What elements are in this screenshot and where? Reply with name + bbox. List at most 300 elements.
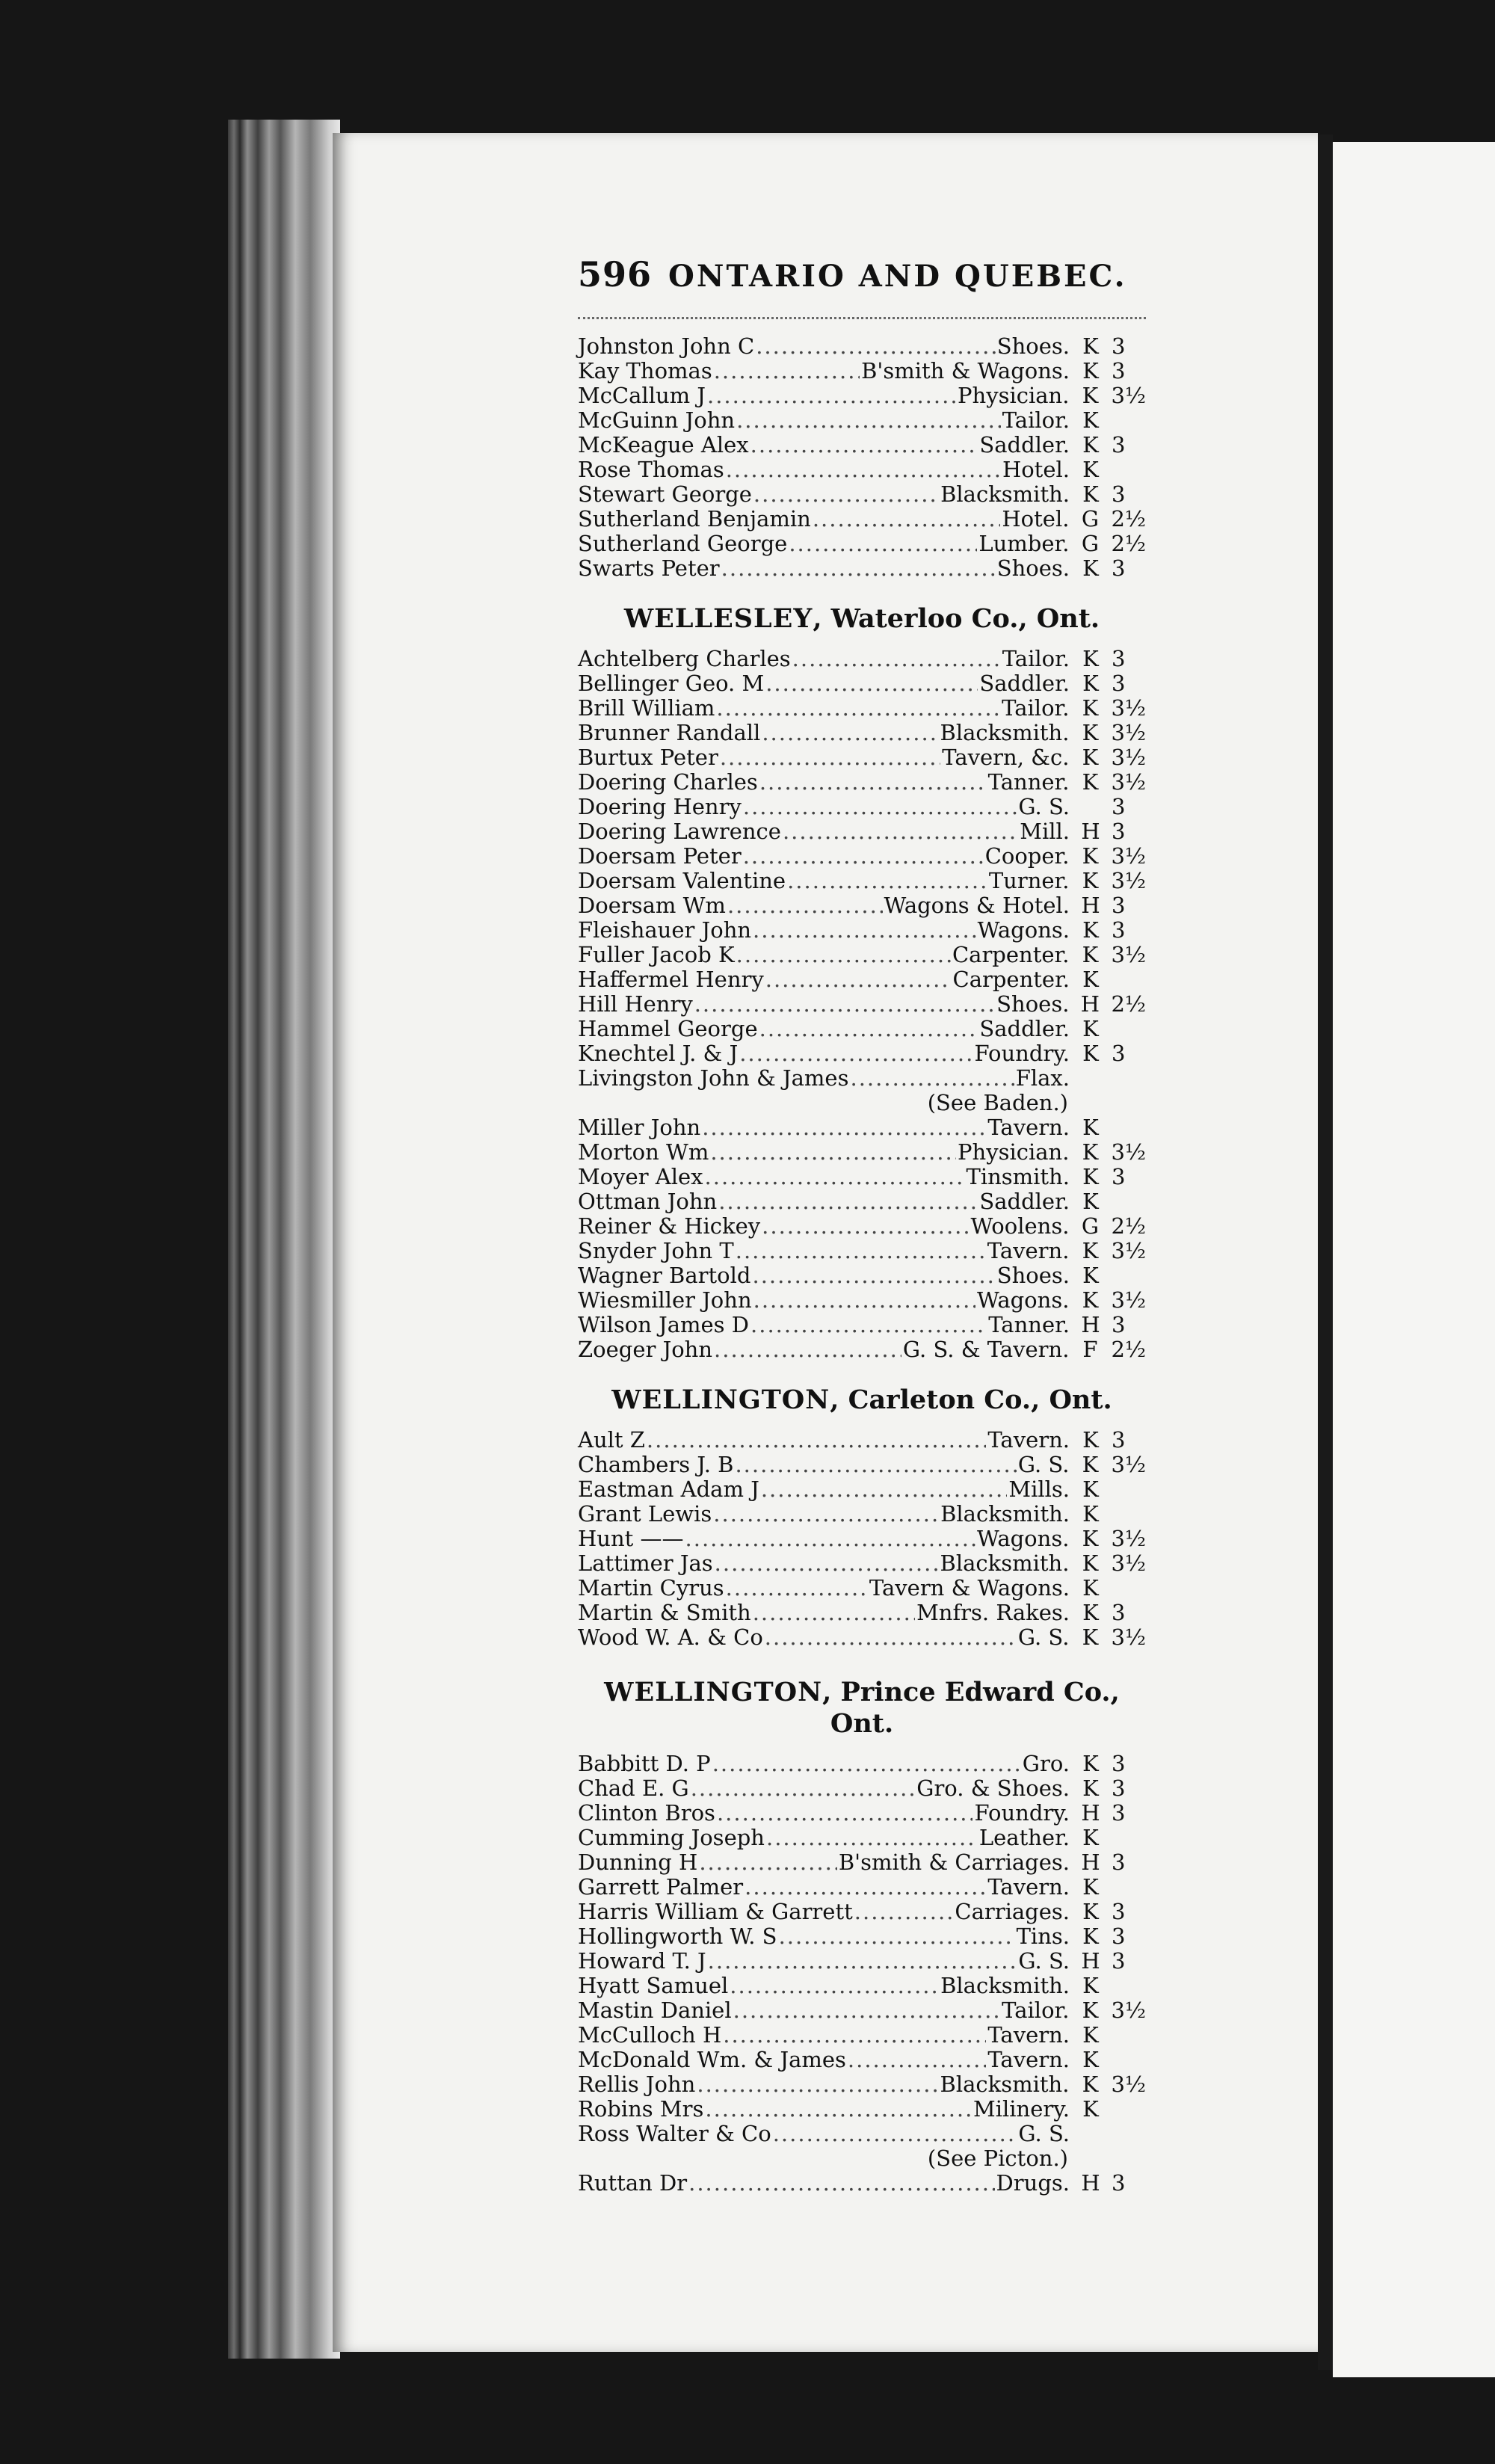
directory-entry: [578, 1263, 1146, 1288]
entry-credit: K: [1082, 1263, 1099, 1288]
entry-credit: K: [1082, 1115, 1099, 1140]
entry-name: Miller John: [578, 1115, 701, 1140]
leader-dots: [787, 869, 987, 893]
entry-name: Grant Lewis: [578, 1501, 712, 1527]
directory-entry: [578, 770, 1146, 795]
entry-business: Gro.: [1022, 1751, 1070, 1776]
entry-business: Blacksmith.: [940, 2072, 1070, 2097]
leader-dots: [697, 2072, 938, 2097]
entry-business: Tins.: [1016, 1924, 1070, 1949]
page-number: 596: [578, 254, 653, 295]
entry-name: Bellinger Geo. M: [578, 671, 765, 696]
directory-entry: [578, 1801, 1146, 1826]
directory-entry: [578, 507, 1146, 532]
leader-dots: [765, 1625, 1017, 1650]
entry-business: Foundry.: [974, 1800, 1070, 1826]
entry-name: Wagner Bartold: [578, 1263, 751, 1288]
entry-business: Carriages.: [955, 1899, 1070, 1924]
entry-credit: K: [1082, 2072, 1099, 2097]
entry-rating: 3½: [1111, 769, 1146, 795]
leader-dots: [759, 1017, 978, 1041]
entry-credit: K: [1082, 1287, 1099, 1313]
entry-business: Carpenter.: [952, 942, 1070, 967]
entry-rating: 3: [1112, 671, 1126, 696]
entry-name: Hollingworth W. S: [578, 1924, 777, 1949]
entry-credit: K: [1082, 555, 1099, 581]
entry-credit: K: [1082, 695, 1099, 721]
leader-dots: [708, 1949, 1017, 1974]
leader-dots: [714, 1337, 901, 1362]
leader-dots: [850, 1066, 1014, 1091]
leader-dots: [735, 1453, 1016, 1477]
leader-dots: [721, 556, 996, 581]
directory-entry: [578, 1214, 1146, 1239]
entry-name: Swarts Peter: [578, 555, 720, 581]
entry-business: Foundry.: [974, 1041, 1070, 1066]
entry-credit: K: [1082, 1899, 1099, 1924]
directory-entry: [578, 482, 1146, 507]
entry-business: Tavern.: [987, 1427, 1070, 1453]
entry-credit: K: [1082, 1624, 1099, 1650]
leader-dots: [710, 1140, 956, 1165]
leader-dots: [766, 1826, 978, 1850]
leader-dots: [714, 359, 860, 384]
entry-business: Wagons.: [977, 1526, 1070, 1551]
directory-entry: [578, 1924, 1146, 1949]
entry-rating: 3½: [1111, 383, 1146, 408]
leader-dots: [745, 1875, 986, 1900]
section-county: , Waterloo Co., Ont.: [813, 603, 1100, 634]
entry-credit: K: [1082, 383, 1099, 408]
entry-rating: 2½: [1111, 531, 1146, 556]
entry-credit: K: [1082, 432, 1099, 458]
leader-dots: [743, 844, 984, 869]
entry-rating: 3: [1112, 1924, 1126, 1949]
entry-rating: 3: [1112, 432, 1126, 458]
entry-business: G. S.: [1018, 2121, 1070, 2146]
entry-rating: 3: [1112, 1775, 1126, 1801]
entry-name: Ross Walter & Co: [578, 2121, 771, 2146]
directory-entry: [578, 1527, 1146, 1551]
directory-entry: [578, 433, 1146, 458]
entry-rating: 3: [1112, 358, 1126, 384]
directory-entry: [578, 918, 1146, 943]
entry-name: Howard T. J: [578, 1948, 706, 1974]
leader-dots: [717, 1801, 973, 1826]
section-place-name: WELLINGTON: [611, 1385, 830, 1415]
leader-dots: [716, 696, 1000, 721]
entry-business: Wagons & Hotel.: [884, 893, 1070, 918]
entry-name: McDonald Wm. & James: [578, 2047, 846, 2072]
entry-credit: K: [1082, 1550, 1099, 1576]
leader-dots: [705, 1165, 965, 1189]
directory-entry: [578, 1551, 1146, 1576]
entry-business: G. S.: [1018, 794, 1070, 819]
leader-dots: [730, 1974, 939, 1998]
entry-rating: 3: [1112, 481, 1126, 507]
entry-business: Shoes.: [996, 555, 1070, 581]
entry-credit: K: [1082, 1751, 1099, 1776]
entry-name: Zoeger John: [578, 1337, 713, 1362]
entry-business: Tailor.: [1002, 407, 1070, 433]
entry-credit: K: [1082, 671, 1099, 696]
entry-credit: K: [1082, 1501, 1099, 1527]
entry-business: Mills.: [1008, 1476, 1070, 1502]
entry-business: B'smith & Carriages.: [838, 1849, 1070, 1875]
entry-credit: H: [1081, 1312, 1100, 1337]
entry-name: Lattimer Jas: [578, 1550, 713, 1576]
entry-rating: 2½: [1111, 1337, 1146, 1362]
entry-name: Doering Lawrence: [578, 819, 781, 844]
section-province: Ont.: [830, 1708, 894, 1739]
entry-business: G. S.: [1018, 1948, 1070, 1974]
directory-entry: [578, 2097, 1146, 2122]
leader-dots: [727, 893, 883, 918]
entry-name: Doersam Wm: [578, 893, 726, 918]
entry-credit: K: [1082, 917, 1099, 943]
directory-entry: [578, 795, 1146, 819]
entry-credit: H: [1081, 893, 1100, 918]
entry-rating: 3½: [1111, 1238, 1146, 1263]
leader-dots: [713, 1502, 939, 1527]
entry-name: Kay Thomas: [578, 358, 712, 384]
entry-credit: K: [1082, 1998, 1099, 2023]
directory-entry: [578, 1502, 1146, 1527]
entry-business: Shoes.: [996, 333, 1070, 359]
entry-business: Saddler.: [979, 1016, 1070, 1041]
entry-business: Physician.: [958, 383, 1070, 408]
entry-rating: 3: [1112, 1751, 1126, 1776]
entry-business: G. S.: [1017, 1624, 1070, 1650]
entry-credit: K: [1082, 1775, 1099, 1801]
entry-credit: K: [1082, 1427, 1099, 1453]
directory-entry: [578, 556, 1146, 581]
entry-credit: K: [1082, 1139, 1099, 1165]
entry-credit: G: [1081, 531, 1100, 556]
page-title: ONTARIO AND QUEBEC.: [668, 259, 1127, 294]
leader-dots: [712, 1752, 1021, 1776]
entry-name: Fuller Jacob K: [578, 942, 735, 967]
entry-name: Doering Henry: [578, 794, 742, 819]
leader-dots: [779, 1924, 1015, 1949]
entry-rating: 3½: [1111, 695, 1146, 721]
entry-credit: H: [1081, 1800, 1100, 1826]
entry-name: Moyer Alex: [578, 1164, 703, 1189]
entry-rating: 3: [1112, 1041, 1126, 1066]
entry-rating: 3½: [1111, 843, 1146, 869]
entry-rating: 3: [1112, 333, 1126, 359]
leader-dots: [736, 408, 1001, 433]
entry-credit: K: [1082, 1600, 1099, 1625]
entry-business: Tinsmith.: [966, 1164, 1070, 1189]
section-county: , Prince Edward Co.,: [822, 1677, 1120, 1707]
entry-rating: 3: [1112, 1600, 1126, 1625]
entry-business: Mill.: [1020, 819, 1070, 844]
entry-credit: K: [1082, 457, 1099, 482]
entry-name: Hill Henry: [578, 991, 693, 1017]
entry-name: Morton Wm: [578, 1139, 709, 1165]
entry-credit: K: [1082, 1238, 1099, 1263]
leader-dots: [718, 1189, 978, 1214]
leader-dots: [733, 1998, 1001, 2023]
entry-rating: 3½: [1111, 942, 1146, 967]
directory-entry: [578, 893, 1146, 918]
directory-entry: [578, 1752, 1146, 1776]
leader-dots: [736, 943, 951, 967]
leader-dots: [736, 1239, 986, 1263]
leader-dots: [848, 2048, 986, 2072]
entry-business: Tavern & Wagons.: [869, 1575, 1070, 1601]
directory-entry: [578, 2072, 1146, 2097]
leader-dots: [752, 1263, 995, 1288]
entry-name: Achtelberg Charles: [578, 646, 791, 671]
entry-business: Leather.: [978, 1825, 1070, 1850]
entry-rating: 3: [1112, 819, 1126, 844]
entry-name: Brunner Randall: [578, 720, 761, 745]
directory-entry: [578, 1776, 1146, 1801]
entry-name: McCallum J: [578, 383, 706, 408]
entry-credit: H: [1081, 1948, 1100, 1974]
directory-entry: [578, 869, 1146, 893]
directory-entry: [578, 1875, 1146, 1900]
directory-entry: [578, 1974, 1146, 1998]
entry-rating: 2½: [1111, 1213, 1146, 1239]
entry-business: Saddler.: [979, 671, 1070, 696]
directory-entry: [578, 1189, 1146, 1214]
entry-name: Ault Z: [578, 1427, 645, 1453]
entry-credit: K: [1082, 1874, 1099, 1900]
entry-credit: K: [1082, 1973, 1099, 1998]
leader-dots: [685, 1527, 976, 1551]
entry-credit: K: [1082, 1164, 1099, 1189]
directory-entry: [578, 1041, 1146, 1066]
entry-name: Wilson James D: [578, 1312, 750, 1337]
directory-entry: [578, 334, 1146, 359]
leader-dots: [756, 334, 996, 359]
entry-rating: 3: [1112, 2170, 1126, 2196]
directory-entry: [578, 1288, 1146, 1313]
directory-entry: [578, 1017, 1146, 1041]
directory-entry: [578, 992, 1146, 1017]
entry-name: Brill William: [578, 695, 715, 721]
entry-rating: 3½: [1111, 1287, 1146, 1313]
entry-business: Tavern.: [987, 2022, 1070, 2048]
entry-credit: H: [1081, 819, 1100, 844]
entry-credit: K: [1082, 843, 1099, 869]
section-county: , Carleton Co., Ont.: [830, 1385, 1112, 1415]
directory-entry: [578, 1601, 1146, 1625]
section-title: [578, 1677, 1146, 1740]
directory-entry: [578, 1313, 1146, 1337]
directory-entry: [578, 1900, 1146, 1924]
entry-credit: F: [1082, 1337, 1098, 1362]
entry-credit: K: [1082, 1825, 1099, 1850]
entry-credit: G: [1081, 1213, 1100, 1239]
entry-credit: K: [1082, 407, 1099, 433]
leader-dots: [762, 1214, 969, 1239]
entry-credit: K: [1082, 868, 1099, 893]
directory-entry: [578, 1115, 1146, 1140]
entry-rating: 3½: [1111, 1624, 1146, 1650]
entry-credit: K: [1082, 967, 1099, 992]
entry-credit: H: [1081, 1849, 1100, 1875]
directory-entry: [578, 967, 1146, 992]
entry-name: Stewart George: [578, 481, 752, 507]
entry-credit: K: [1082, 1924, 1099, 1949]
entry-name: Reiner & Hickey: [578, 1213, 761, 1239]
entry-name: Chad E. G: [578, 1775, 689, 1801]
entry-business: G. S.: [1017, 1452, 1070, 1477]
entry-rating: 3: [1112, 1849, 1126, 1875]
entry-name: Snyder John T: [578, 1238, 734, 1263]
entry-business: Shoes.: [996, 1263, 1070, 1288]
entry-rating: 3: [1112, 1164, 1126, 1189]
entry-business: Saddler.: [979, 1189, 1070, 1214]
entry-credit: H: [1081, 2170, 1100, 2196]
directory-entry: [578, 1850, 1146, 1875]
entry-name: Doering Charles: [578, 769, 758, 795]
leader-dots: [854, 1900, 954, 1924]
directory-entry: [578, 844, 1146, 869]
leader-dots: [707, 384, 956, 408]
leader-dots: [759, 770, 987, 795]
leader-dots: [753, 482, 939, 507]
entry-rating: 2½: [1111, 506, 1146, 532]
entry-name: Johnston John C: [578, 333, 755, 359]
entry-business: Blacksmith.: [940, 481, 1070, 507]
directory-entry: [578, 1066, 1146, 1091]
directory-listing: [578, 254, 1146, 2196]
entry-credit: K: [1082, 2022, 1099, 2048]
entry-business: Tavern.: [987, 1115, 1070, 1140]
entry-name: McCulloch H: [578, 2022, 722, 2048]
directory-entry: [578, 1625, 1146, 1650]
entry-business: Cooper.: [984, 843, 1070, 869]
entry-credit: K: [1082, 1575, 1099, 1601]
entry-credit: K: [1082, 745, 1099, 770]
entry-rating: 3: [1112, 1312, 1126, 1337]
leader-dots: [765, 967, 952, 992]
directory-entry: [578, 532, 1146, 556]
entry-business: Hotel.: [1002, 506, 1070, 532]
entry-name: Martin Cyrus: [578, 1575, 724, 1601]
entry-business: Blacksmith.: [940, 1550, 1070, 1576]
directory-entry: [578, 1428, 1146, 1453]
leader-dots: [723, 2023, 986, 2048]
entry-rating: 2½: [1111, 991, 1146, 1017]
directory-entry: [578, 1165, 1146, 1189]
entry-credit: K: [1082, 646, 1099, 671]
entry-rating: 3½: [1111, 2072, 1146, 2097]
entry-name: Hyatt Samuel: [578, 1973, 729, 1998]
entry-rating: 3½: [1111, 1139, 1146, 1165]
leader-dots: [715, 1551, 939, 1576]
leader-dots: [753, 1288, 975, 1313]
entry-business: G. S. & Tavern.: [902, 1337, 1070, 1362]
leader-dots: [647, 1428, 986, 1453]
leader-dots: [702, 1115, 986, 1140]
section-place-name: WELLESLEY: [623, 603, 813, 634]
entry-credit: K: [1082, 481, 1099, 507]
entry-name: Clinton Bros: [578, 1800, 715, 1826]
directory-entry: [578, 408, 1146, 433]
entry-name: Knechtel J. & J: [578, 1041, 739, 1066]
entry-name: Ruttan Dr: [578, 2170, 688, 2196]
section-place-name: WELLINGTON: [604, 1677, 823, 1707]
directory-entry: [578, 1949, 1146, 1974]
section-title: [578, 603, 1146, 635]
sections-container: [578, 334, 1146, 2196]
directory-entry: [578, 2171, 1146, 2196]
section-title: [578, 1385, 1146, 1416]
entry-business: Mnfrs. Rakes.: [916, 1600, 1070, 1625]
entry-name: Hunt ——: [578, 1526, 684, 1551]
directory-entry: [578, 1826, 1146, 1850]
entry-rating: 3: [1112, 646, 1126, 671]
entry-business: Turner.: [988, 868, 1070, 893]
running-header: [578, 254, 1146, 299]
leader-dots: [743, 795, 1017, 819]
book-page-edges: [228, 120, 340, 2359]
entry-name: Doersam Peter: [578, 843, 742, 869]
entry-name: Fleishauer John: [578, 917, 752, 943]
facing-page: [1333, 142, 1495, 2377]
entry-business: Milinery.: [973, 2096, 1070, 2122]
entry-name: McKeague Alex: [578, 432, 749, 458]
entry-business: Carpenter.: [952, 967, 1070, 992]
entry-rating: 3½: [1111, 1998, 1146, 2023]
entry-name: Hammel George: [578, 1016, 758, 1041]
directory-entry: [578, 359, 1146, 384]
directory-entry: [578, 943, 1146, 967]
directory-entry: [578, 1576, 1146, 1601]
entry-name: Robins Mrs: [578, 2096, 704, 2122]
entry-business: Lumber.: [978, 531, 1070, 556]
directory-entry: [578, 1998, 1146, 2023]
entry-credit: K: [1082, 942, 1099, 967]
entry-name: Haffermel Henry: [578, 967, 764, 992]
entry-name: Sutherland Benjamin: [578, 506, 811, 532]
entry-credit: K: [1082, 1041, 1099, 1066]
directory-entry: [578, 647, 1146, 671]
directory-entry: [578, 1477, 1146, 1502]
entry-business: Tavern, &c.: [942, 745, 1070, 770]
entry-name: Babbitt D. P: [578, 1751, 711, 1776]
leader-dots: [750, 433, 978, 458]
entry-credit: K: [1082, 769, 1099, 795]
entry-note: (See Picton.): [927, 2146, 1068, 2171]
entry-credit: H: [1080, 991, 1100, 1017]
leader-dots: [750, 1313, 987, 1337]
directory-entry: [578, 458, 1146, 482]
leader-dots: [761, 1477, 1008, 1502]
directory-entry: [578, 1337, 1146, 1362]
entry-credit: K: [1082, 1476, 1099, 1502]
entry-credit: K: [1082, 2047, 1099, 2072]
entry-credit: K: [1082, 1452, 1099, 1477]
directory-entry: [578, 2023, 1146, 2048]
entry-credit: K: [1082, 333, 1099, 359]
entry-rating: 3: [1112, 794, 1126, 819]
entry-name: Chambers J. B: [578, 1452, 734, 1477]
entry-credit: K: [1082, 2096, 1099, 2122]
entry-rating: 3: [1112, 1948, 1126, 1974]
entry-business: Tailor.: [1002, 646, 1070, 671]
entry-business: Tanner.: [987, 769, 1070, 795]
leader-dots: [739, 1041, 972, 1066]
entry-name: McGuinn John: [578, 407, 736, 433]
entry-business: Shoes.: [996, 991, 1070, 1017]
